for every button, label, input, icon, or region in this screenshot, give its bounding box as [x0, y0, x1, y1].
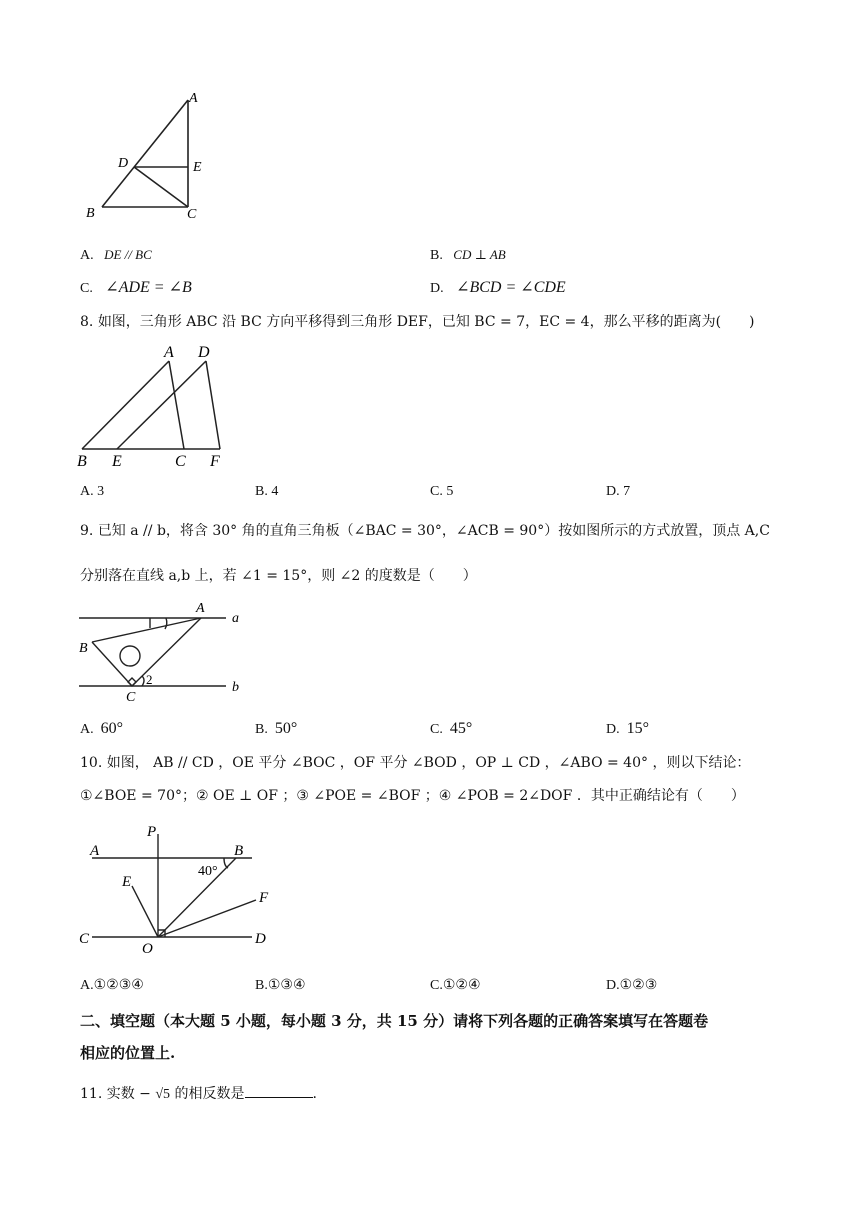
q7-option-c-text: ∠ADE = ∠B — [105, 279, 192, 296]
q11-answer-blank[interactable] — [245, 1085, 313, 1098]
q10-option-b[interactable]: B.①③④ — [255, 978, 306, 993]
q7-side-ab — [102, 100, 188, 207]
q8-stem: 8. 如图，三角形 ABC 沿 BC 方向平移得到三角形 DEF，已知 BC = 7，EC = 4，那么平移的距离为( ) — [80, 314, 755, 330]
q7-option-a[interactable]: A. DE // BC — [80, 247, 152, 263]
q8-label-d: D — [198, 344, 210, 361]
q9-stem-line2: 分别落在直线 a,b 上，若 ∠1 = 15°，则 ∠2 的度数是（ ） — [80, 568, 477, 584]
q11-radical: √5 — [155, 1087, 171, 1102]
q9-label-line-a: a — [232, 611, 239, 626]
q9-option-a[interactable]: A. 60° — [80, 720, 124, 737]
q9-side-bc — [92, 642, 132, 686]
q7-label-c: C — [187, 207, 197, 222]
q10-label-c: C — [79, 931, 90, 947]
q9-figure — [76, 598, 256, 706]
q8-label-b: B — [77, 453, 87, 470]
q9-side-ab — [92, 618, 201, 642]
q10-ray-of — [158, 900, 256, 937]
q10-stem-line2: ①∠BOE = 70°；② OE ⊥ OF ；③ ∠POE = ∠BOF ；④ ∠POB = 2∠DOF ．其中正确结论有（ ） — [80, 788, 745, 804]
q9-label-line-b: b — [232, 680, 239, 695]
q7-option-b[interactable]: B. CD ⊥ AB — [430, 247, 506, 263]
q8-label-f: F — [210, 453, 220, 470]
q9-angle2-arc — [142, 676, 144, 686]
q8-label-a: A — [164, 344, 174, 361]
q10-label-b: B — [234, 843, 244, 859]
q10-stem-line1: 10. 如图， AB // CD ，OE 平分 ∠BOC ，OF 平分 ∠BOD ，OP ⊥ CD ，∠ABO = 40° ，则以下结论： — [80, 755, 751, 771]
q9-option-d[interactable]: D. 15° — [606, 720, 650, 737]
q8-option-b[interactable]: B. 4 — [255, 484, 279, 499]
q7-label-e: E — [193, 160, 202, 175]
q8-side-ac — [169, 361, 184, 449]
q7-figure — [80, 86, 220, 226]
q9-label-a: A — [196, 601, 205, 616]
q11-stem: 11. 实数 − √5 的相反数是 . — [80, 1086, 317, 1102]
q10-label-o: O — [142, 941, 153, 957]
q7-option-b-text: CD ⊥ AB — [453, 247, 506, 262]
q8-side-df — [206, 361, 220, 449]
q10-ray-ob — [158, 858, 236, 937]
q8-label-e: E — [112, 453, 122, 470]
q7-option-d-text: ∠BCD = ∠CDE — [456, 279, 566, 296]
q8-side-ba — [82, 361, 169, 449]
q10-label-a: A — [90, 843, 100, 859]
q10-option-d[interactable]: D.①②③ — [606, 978, 658, 993]
q8-option-c[interactable]: C. 5 — [430, 484, 454, 499]
q7-option-c[interactable]: C. ∠ADE = ∠B — [80, 279, 192, 296]
q8-side-ed — [117, 361, 206, 449]
q7-segment-dc — [134, 167, 188, 207]
section2-heading-line2: 相应的位置上. — [80, 1044, 176, 1062]
q7-label-b: B — [86, 206, 95, 221]
q10-label-f: F — [259, 890, 269, 906]
q9-option-c[interactable]: C. 45° — [430, 720, 473, 737]
q9-label-c: C — [126, 690, 136, 705]
q10-ray-oe — [132, 886, 158, 937]
q10-label-e: E — [122, 874, 132, 890]
q10-label-p: P — [147, 824, 157, 840]
section2-heading-line1: 二、填空题（本大题 5 小题，每小题 3 分，共 15 分）请将下列各题的正确答案填写在答题卷 — [80, 1012, 709, 1030]
q7-label-d: D — [118, 156, 129, 171]
q10-option-a[interactable]: A.①②③④ — [80, 978, 144, 993]
q8-label-c: C — [175, 453, 186, 470]
q8-option-d[interactable]: D. 7 — [606, 484, 631, 499]
q8-figure — [74, 340, 244, 470]
q9-triangle-hole — [120, 646, 140, 666]
q7-option-d[interactable]: D. ∠BCD = ∠CDE — [430, 279, 566, 296]
q10-option-c[interactable]: C.①②④ — [430, 978, 481, 993]
q10-label-angle: 40° — [198, 864, 218, 879]
q7-label-a: A — [189, 91, 198, 106]
q9-option-b[interactable]: B. 50° — [255, 720, 298, 737]
q7-option-a-text: DE // BC — [104, 247, 152, 262]
q10-label-d: D — [255, 931, 266, 947]
q10-figure — [76, 820, 276, 960]
q9-label-b: B — [79, 641, 88, 656]
q9-stem-line1: 9. 已知 a // b，将含 30° 角的直角三角板（∠BAC = 30°，∠ACB = 90°）按如图所示的方式放置，顶点 A,C — [80, 523, 770, 539]
q8-option-a[interactable]: A. 3 — [80, 484, 105, 499]
q9-label-2: 2 — [146, 672, 153, 687]
